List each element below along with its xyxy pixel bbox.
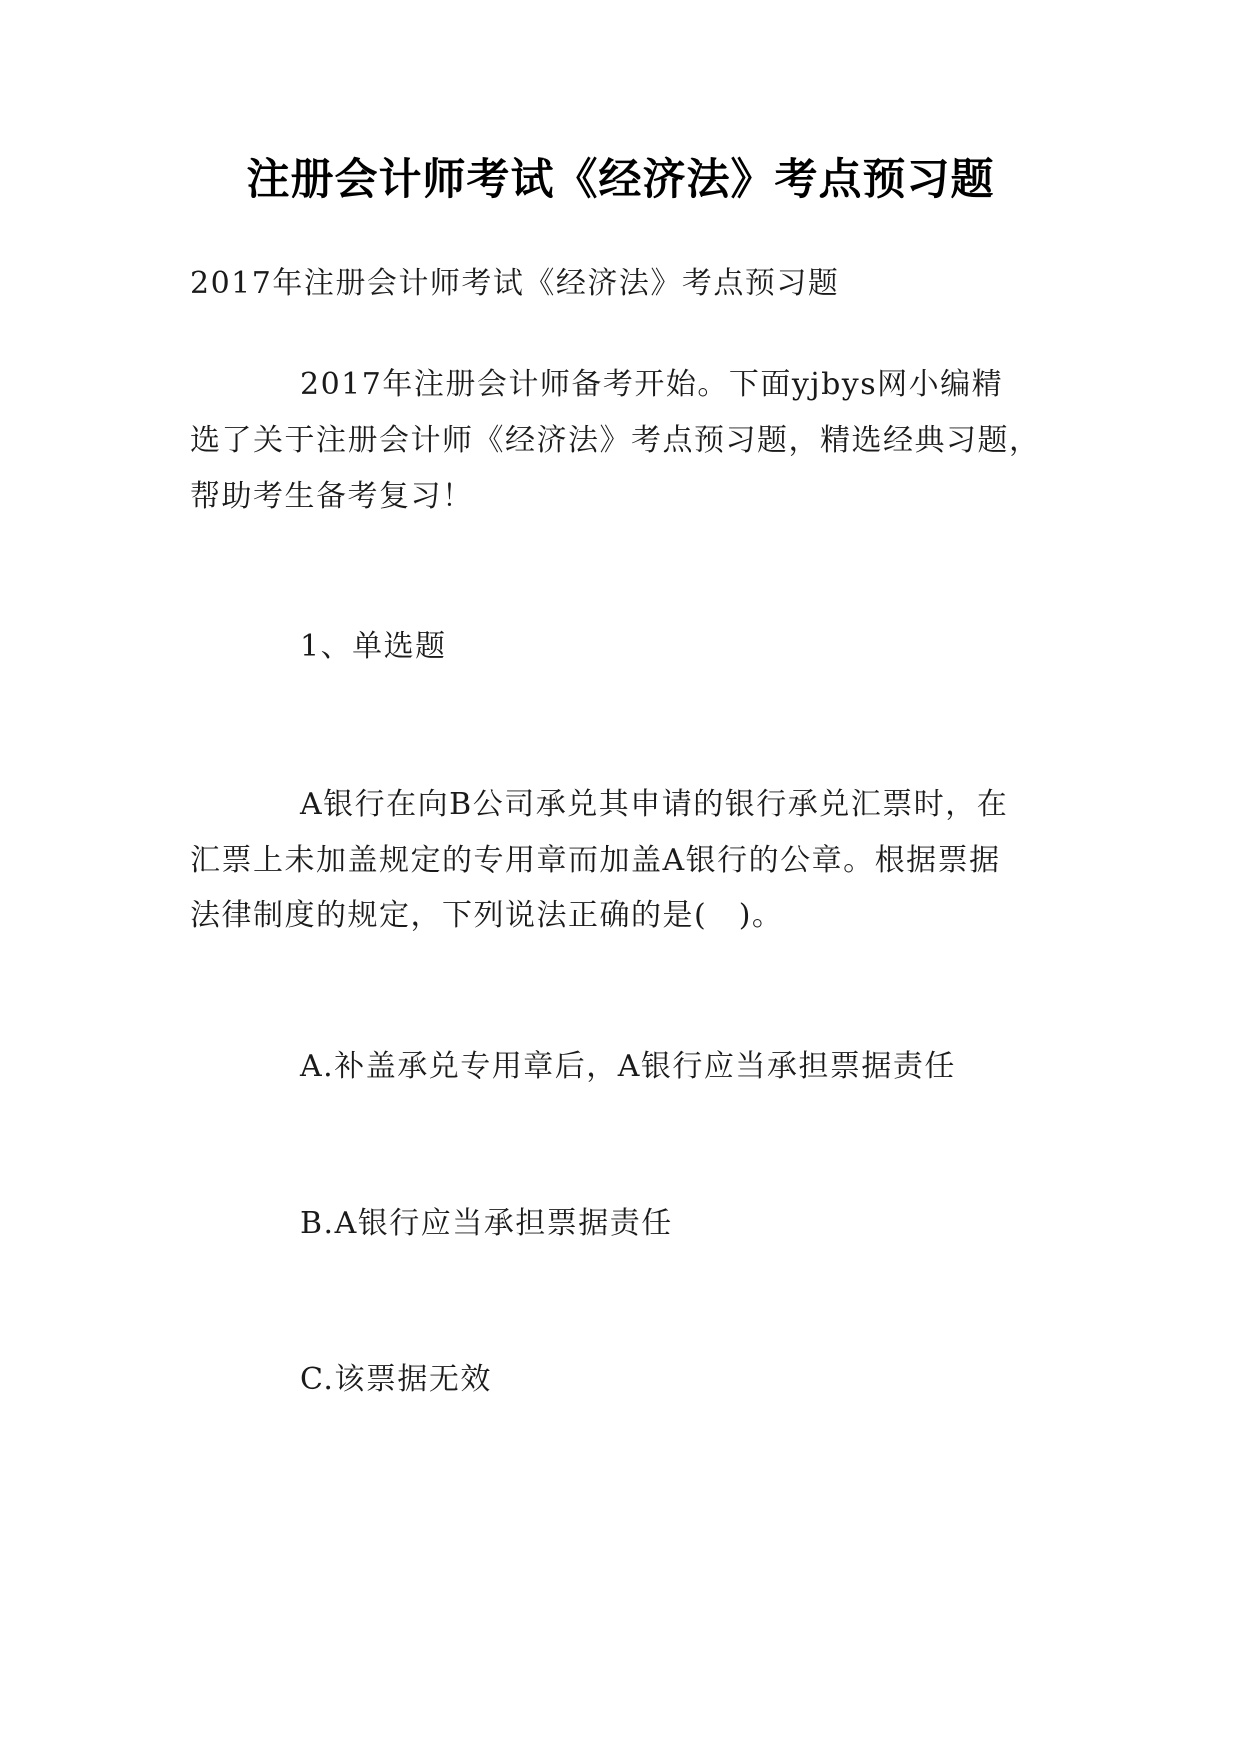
- document-title: 注册会计师考试《经济法》考点预习题: [246, 155, 995, 205]
- intro-line: 帮助考生备考复习！: [190, 479, 474, 514]
- intro-line: 2017年注册会计师备考开始。下面yjbys网小编精: [300, 367, 1004, 402]
- intro-line: 选了关于注册会计师《经济法》考点预习题，精选经典习题，: [190, 423, 1041, 458]
- question-line: 汇票上未加盖规定的专用章而加盖A银行的公章。根据票据: [190, 843, 1001, 878]
- section-heading: 1、单选题: [300, 629, 447, 664]
- option-a: A.补盖承兑专用章后，A银行应当承担票据责任: [300, 1049, 956, 1084]
- option-b: B.A银行应当承担票据责任: [300, 1206, 673, 1241]
- question-line: 法律制度的规定，下列说法正确的是( )。: [190, 898, 784, 933]
- document-subtitle: 2017年注册会计师考试《经济法》考点预习题: [190, 266, 840, 301]
- question-line: A银行在向B公司承兑其申请的银行承兑汇票时，在: [300, 787, 1009, 822]
- option-c: C.该票据无效: [300, 1362, 492, 1397]
